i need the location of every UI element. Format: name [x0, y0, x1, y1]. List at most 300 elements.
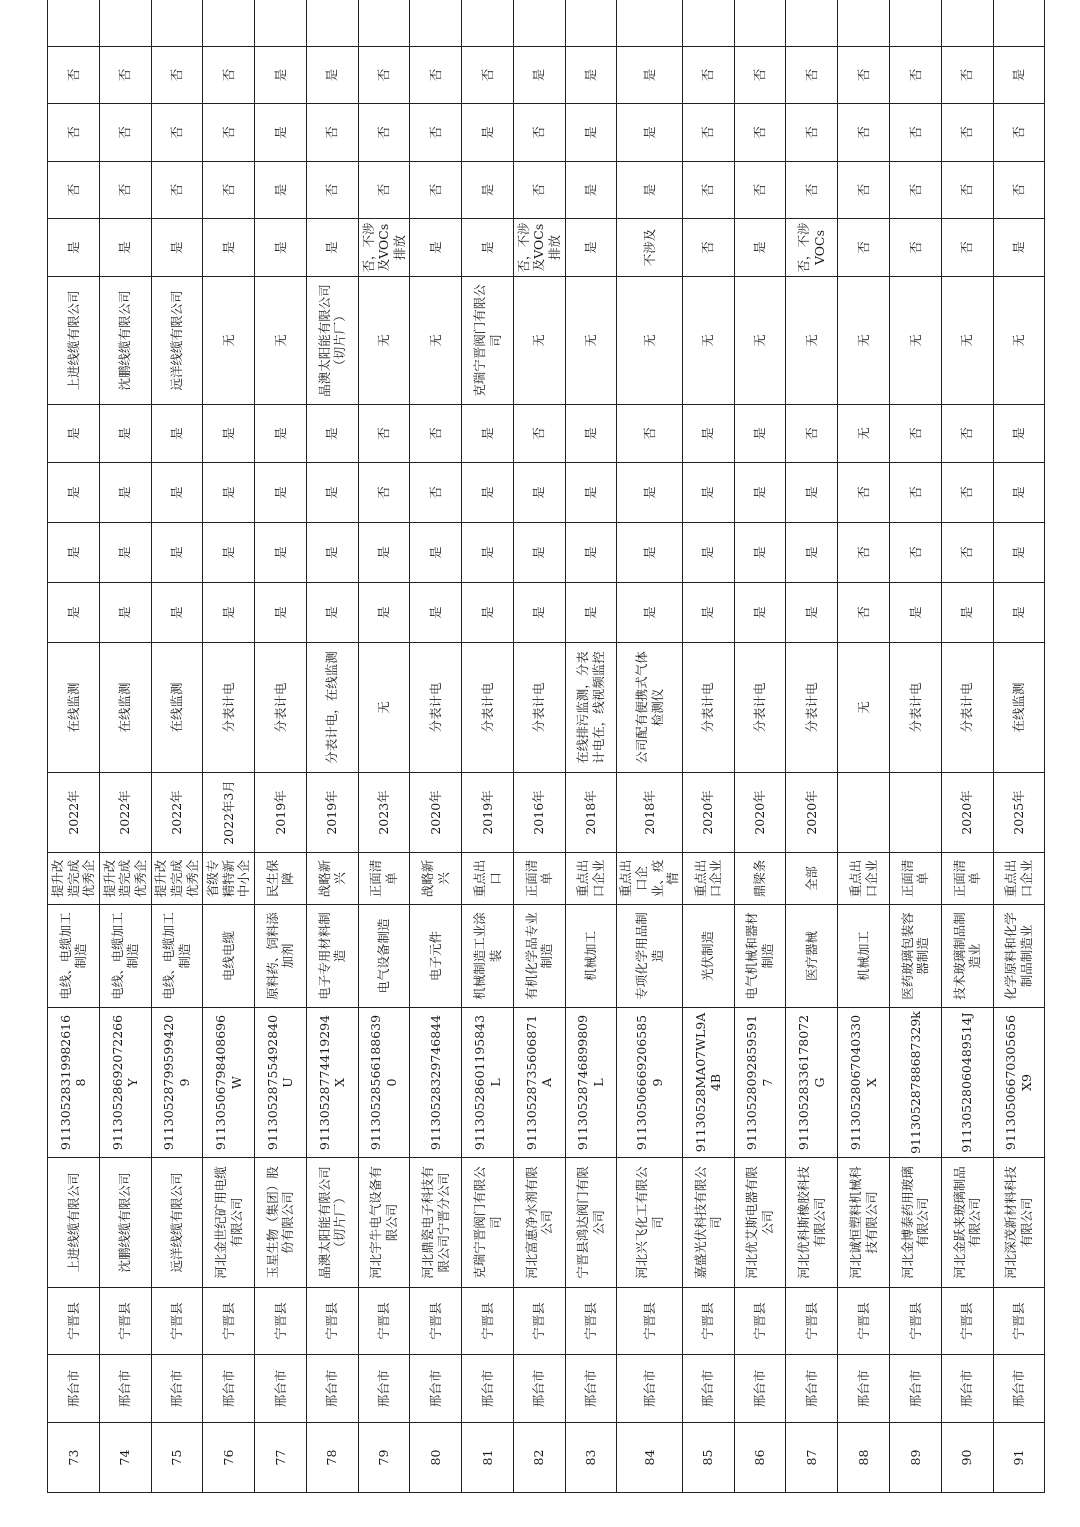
row-number: 86 — [734, 1423, 786, 1493]
flag-cell-3: 是 — [255, 463, 307, 523]
monitoring-method-cell: 分表计电，在线监测 — [306, 643, 358, 773]
table-row — [786, 0, 838, 1493]
flag-cell-8: 否 — [99, 47, 151, 104]
city-cell: 邢台市 — [48, 1355, 100, 1423]
year-cell: 2023年 — [358, 773, 410, 853]
flag-cell-4: 是 — [734, 405, 786, 463]
credit-code-cell: 911305283199826168 — [48, 1008, 100, 1158]
row-number: 78 — [306, 1423, 358, 1493]
year-cell: 2019年 — [255, 773, 307, 853]
company-name-cell: 河北富惠净水剂有限公司 — [513, 1158, 565, 1288]
flag-cell-3: 是 — [513, 463, 565, 523]
flag-cell-3: 是 — [48, 463, 100, 523]
note-cell — [565, 0, 617, 47]
row-number: 74 — [99, 1423, 151, 1493]
row-number: 84 — [617, 1423, 683, 1493]
county-cell: 宁晋县 — [617, 1288, 683, 1355]
vocs-cell: 是 — [410, 219, 462, 277]
enterprise-type-cell: 重点出口企业、疫情 — [617, 853, 683, 905]
company-name-cell: 远洋线缆有限公司 — [151, 1158, 203, 1288]
table-row — [462, 0, 514, 1493]
partner-company-cell: 无 — [410, 277, 462, 405]
county-cell: 宁晋县 — [255, 1288, 307, 1355]
flag-cell-8: 是 — [565, 47, 617, 104]
enterprise-type-cell: 正面清单 — [941, 853, 993, 905]
note-cell — [682, 0, 734, 47]
note-cell — [786, 0, 838, 47]
partner-company-cell: 无 — [358, 277, 410, 405]
flag-cell-8: 否 — [203, 47, 255, 104]
monitoring-method-cell: 分表计电 — [462, 643, 514, 773]
flag-cell-2: 是 — [682, 523, 734, 583]
flag-cell-3: 否 — [889, 463, 941, 523]
monitoring-method-cell: 公司配有便携式气体检测仪 — [617, 643, 683, 773]
county-cell: 宁晋县 — [889, 1288, 941, 1355]
industry-cell: 电子专用材料制造 — [306, 905, 358, 1008]
flag-cell-4: 否 — [513, 405, 565, 463]
flag-cell-4: 否 — [786, 405, 838, 463]
year-cell: 2018年 — [565, 773, 617, 853]
flag-cell-2: 否 — [838, 523, 890, 583]
partner-company-cell: 克瑞宁晋阀门有限公司 — [462, 277, 514, 405]
flag-cell-3: 否 — [838, 463, 890, 523]
flag-cell-6: 是 — [565, 162, 617, 219]
flag-cell-6: 否 — [513, 162, 565, 219]
flag-cell-7: 否 — [306, 104, 358, 162]
company-name-cell: 河北深茂新材料科技有限公司 — [993, 1158, 1045, 1288]
industry-cell: 电子元件 — [410, 905, 462, 1008]
county-cell: 宁晋县 — [306, 1288, 358, 1355]
flag-cell-6: 否 — [734, 162, 786, 219]
note-cell — [151, 0, 203, 47]
city-cell: 邢台市 — [734, 1355, 786, 1423]
flag-cell-4: 是 — [993, 405, 1045, 463]
table-row — [838, 0, 890, 1493]
monitoring-method-cell: 分表计电 — [513, 643, 565, 773]
enterprise-type-cell: 重点出口企业 — [838, 853, 890, 905]
table-row — [941, 0, 993, 1493]
company-name-cell: 河北鼎瓷电子科技有限公司宁晋分公司 — [410, 1158, 462, 1288]
county-cell: 宁晋县 — [565, 1288, 617, 1355]
flag-cell-6: 是 — [617, 162, 683, 219]
flag-cell-2: 是 — [151, 523, 203, 583]
flag-cell-8: 否 — [734, 47, 786, 104]
flag-cell-7: 否 — [410, 104, 462, 162]
company-name-cell: 河北金博泰药用玻璃有限公司 — [889, 1158, 941, 1288]
flag-cell-4: 是 — [462, 405, 514, 463]
flag-cell-1: 是 — [734, 583, 786, 643]
industry-cell: 机械制造工业涂装 — [462, 905, 514, 1008]
city-cell: 邢台市 — [617, 1355, 683, 1423]
flag-cell-4: 是 — [255, 405, 307, 463]
city-cell: 邢台市 — [358, 1355, 410, 1423]
flag-cell-8: 否 — [786, 47, 838, 104]
county-cell: 宁晋县 — [786, 1288, 838, 1355]
flag-cell-4: 否 — [889, 405, 941, 463]
flag-cell-8: 是 — [255, 47, 307, 104]
flag-cell-6: 否 — [48, 162, 100, 219]
county-cell: 宁晋县 — [358, 1288, 410, 1355]
flag-cell-6: 否 — [682, 162, 734, 219]
industry-cell: 机械加工 — [565, 905, 617, 1008]
city-cell: 邢台市 — [255, 1355, 307, 1423]
flag-cell-1: 是 — [255, 583, 307, 643]
city-cell: 邢台市 — [889, 1355, 941, 1423]
flag-cell-8: 否 — [838, 47, 890, 104]
company-name-cell: 晶澳太阳能有限公司（切片厂） — [306, 1158, 358, 1288]
flag-cell-3: 是 — [786, 463, 838, 523]
flag-cell-4: 是 — [151, 405, 203, 463]
flag-cell-1: 是 — [682, 583, 734, 643]
monitoring-method-cell: 在线监测 — [151, 643, 203, 773]
industry-cell: 电线、电缆加工制造 — [99, 905, 151, 1008]
row-number: 80 — [410, 1423, 462, 1493]
company-name-cell: 河北优艾斯电器有限公司 — [734, 1158, 786, 1288]
flag-cell-7: 否 — [99, 104, 151, 162]
year-cell: 2020年 — [734, 773, 786, 853]
monitoring-method-cell: 分表计电 — [410, 643, 462, 773]
table-row — [203, 0, 255, 1493]
enterprise-type-cell: 重点出口企业 — [565, 853, 617, 905]
flag-cell-7: 是 — [255, 104, 307, 162]
credit-code-cell: 91130528329746844 — [410, 1008, 462, 1158]
industry-cell: 专项化学用品制造 — [617, 905, 683, 1008]
flag-cell-1: 是 — [565, 583, 617, 643]
flag-cell-2: 是 — [410, 523, 462, 583]
table-row — [734, 0, 786, 1493]
flag-cell-4: 无 — [838, 405, 890, 463]
flag-cell-8: 否 — [462, 47, 514, 104]
enterprise-type-cell: 提升改造完成优秀企 — [48, 853, 100, 905]
flag-cell-4: 否 — [941, 405, 993, 463]
credit-code-cell: 91130506798408696W — [203, 1008, 255, 1158]
partner-company-cell: 无 — [565, 277, 617, 405]
partner-company-cell: 上进线缆有限公司 — [48, 277, 100, 405]
flag-cell-2: 是 — [462, 523, 514, 583]
flag-cell-7: 否 — [151, 104, 203, 162]
enterprise-type-cell: 战略新兴 — [410, 853, 462, 905]
partner-company-cell: 无 — [941, 277, 993, 405]
company-name-cell: 河北优科斯橡胶科技有限公司 — [786, 1158, 838, 1288]
table-row — [513, 0, 565, 1493]
industry-cell: 电线、电缆加工制造 — [151, 905, 203, 1008]
vocs-cell: 否 — [889, 219, 941, 277]
row-number: 82 — [513, 1423, 565, 1493]
note-cell — [99, 0, 151, 47]
note-cell — [889, 0, 941, 47]
flag-cell-6: 否 — [941, 162, 993, 219]
flag-cell-8: 否 — [682, 47, 734, 104]
county-cell: 宁晋县 — [48, 1288, 100, 1355]
flag-cell-8: 否 — [941, 47, 993, 104]
flag-cell-1: 是 — [786, 583, 838, 643]
flag-cell-1: 是 — [889, 583, 941, 643]
note-cell — [941, 0, 993, 47]
monitoring-method-cell: 分表计电 — [682, 643, 734, 773]
city-cell: 邢台市 — [462, 1355, 514, 1423]
flag-cell-3: 是 — [151, 463, 203, 523]
flag-cell-1: 是 — [48, 583, 100, 643]
row-number: 85 — [682, 1423, 734, 1493]
year-cell: 2020年 — [410, 773, 462, 853]
company-name-cell: 玉星生物（集团）股份有限公司 — [255, 1158, 307, 1288]
flag-cell-1: 是 — [941, 583, 993, 643]
industry-cell: 医疗器械 — [786, 905, 838, 1008]
flag-cell-8: 否 — [151, 47, 203, 104]
company-name-cell: 嘉盛光伏科技有限公司 — [682, 1158, 734, 1288]
partner-company-cell: 无 — [682, 277, 734, 405]
flag-cell-3: 否 — [941, 463, 993, 523]
industry-cell: 有机化学品专业制造 — [513, 905, 565, 1008]
partner-company-cell: 晶澳太阳能有限公司（切片厂） — [306, 277, 358, 405]
vocs-cell: 是 — [734, 219, 786, 277]
partner-company-cell: 无 — [889, 277, 941, 405]
row-number: 76 — [203, 1423, 255, 1493]
note-cell — [617, 0, 683, 47]
county-cell: 宁晋县 — [941, 1288, 993, 1355]
company-name-cell: 河北宇牛电气设备有限公司 — [358, 1158, 410, 1288]
flag-cell-2: 是 — [617, 523, 683, 583]
flag-cell-3: 是 — [993, 463, 1045, 523]
city-cell: 邢台市 — [941, 1355, 993, 1423]
flag-cell-3: 是 — [734, 463, 786, 523]
flag-cell-2: 是 — [203, 523, 255, 583]
flag-cell-8: 否 — [410, 47, 462, 104]
note-cell — [734, 0, 786, 47]
flag-cell-4: 是 — [565, 405, 617, 463]
partner-company-cell: 远洋线缆有限公司 — [151, 277, 203, 405]
credit-code-cell: 91130528774419294X — [306, 1008, 358, 1158]
county-cell: 宁晋县 — [462, 1288, 514, 1355]
enterprise-type-cell: 省级专精特新中小企 — [203, 853, 255, 905]
note-cell — [838, 0, 890, 47]
vocs-cell: 否 — [682, 219, 734, 277]
flag-cell-8: 否 — [48, 47, 100, 104]
flag-cell-3: 是 — [682, 463, 734, 523]
year-cell: 2019年 — [306, 773, 358, 853]
flag-cell-4: 否 — [617, 405, 683, 463]
flag-cell-8: 否 — [889, 47, 941, 104]
vocs-cell: 否 — [941, 219, 993, 277]
enterprise-type-cell: 重点出口 — [462, 853, 514, 905]
table-row — [358, 0, 410, 1493]
partner-company-cell: 无 — [993, 277, 1045, 405]
partner-company-cell: 无 — [255, 277, 307, 405]
flag-cell-2: 是 — [358, 523, 410, 583]
flag-cell-1: 否 — [838, 583, 890, 643]
flag-cell-1: 是 — [410, 583, 462, 643]
flag-cell-4: 是 — [306, 405, 358, 463]
enterprise-type-cell: 重点出口企业 — [993, 853, 1045, 905]
year-cell: 2018年 — [617, 773, 683, 853]
flag-cell-7: 否 — [993, 104, 1045, 162]
year-cell: 2022年 — [48, 773, 100, 853]
credit-code-cell: 91130506670305656X9 — [993, 1008, 1045, 1158]
vocs-cell: 是 — [993, 219, 1045, 277]
county-cell: 宁晋县 — [993, 1288, 1045, 1355]
year-cell: 2022年 — [151, 773, 203, 853]
city-cell: 邢台市 — [565, 1355, 617, 1423]
flag-cell-7: 否 — [682, 104, 734, 162]
credit-code-cell: 91130528MA07WL9A4B — [682, 1008, 734, 1158]
monitoring-method-cell: 在线监测 — [993, 643, 1045, 773]
monitoring-method-cell: 无 — [358, 643, 410, 773]
note-cell — [513, 0, 565, 47]
flag-cell-2: 是 — [99, 523, 151, 583]
industry-cell: 电线电缆 — [203, 905, 255, 1008]
industry-cell: 电线、电缆加工制造 — [48, 905, 100, 1008]
flag-cell-6: 是 — [255, 162, 307, 219]
monitoring-method-cell: 在线排污监测，分表计电在，线视频监控 — [565, 643, 617, 773]
monitoring-method-cell: 分表计电 — [203, 643, 255, 773]
flag-cell-6: 否 — [99, 162, 151, 219]
flag-cell-1: 是 — [617, 583, 683, 643]
credit-code-cell: 91130528788687329k — [889, 1008, 941, 1158]
partner-company-cell: 无 — [734, 277, 786, 405]
flag-cell-4: 否 — [358, 405, 410, 463]
table-row — [889, 0, 941, 1493]
enterprise-type-cell: 重点出口企业 — [682, 853, 734, 905]
flag-cell-3: 是 — [565, 463, 617, 523]
vocs-cell: 是 — [306, 219, 358, 277]
row-number: 77 — [255, 1423, 307, 1493]
company-name-cell: 上进线缆有限公司 — [48, 1158, 100, 1288]
industry-cell: 原料药、饲料添加剂 — [255, 905, 307, 1008]
flag-cell-4: 是 — [203, 405, 255, 463]
partner-company-cell: 无 — [617, 277, 683, 405]
flag-cell-8: 是 — [617, 47, 683, 104]
monitoring-method-cell: 分表计电 — [889, 643, 941, 773]
partner-company-cell: 无 — [786, 277, 838, 405]
monitoring-method-cell: 无 — [838, 643, 890, 773]
city-cell: 邢台市 — [306, 1355, 358, 1423]
flag-cell-6: 否 — [786, 162, 838, 219]
flag-cell-3: 是 — [462, 463, 514, 523]
industry-cell: 电气机械和器材制造 — [734, 905, 786, 1008]
table-row — [255, 0, 307, 1493]
flag-cell-1: 是 — [993, 583, 1045, 643]
credit-code-cell: 91130528060489514J — [941, 1008, 993, 1158]
flag-cell-7: 否 — [48, 104, 100, 162]
flag-cell-8: 是 — [306, 47, 358, 104]
flag-cell-2: 是 — [513, 523, 565, 583]
flag-cell-7: 否 — [513, 104, 565, 162]
year-cell: 2016年 — [513, 773, 565, 853]
flag-cell-2: 否 — [941, 523, 993, 583]
enterprise-type-cell: 提升改造完成优秀企 — [99, 853, 151, 905]
flag-cell-7: 否 — [838, 104, 890, 162]
enterprise-type-cell: 正面清单 — [889, 853, 941, 905]
credit-code-cell: 91130528336178072G — [786, 1008, 838, 1158]
enterprise-type-cell: 全部 — [786, 853, 838, 905]
vocs-cell: 否，不涉及VOCs排放 — [513, 219, 565, 277]
flag-cell-1: 是 — [513, 583, 565, 643]
flag-cell-1: 是 — [203, 583, 255, 643]
flag-cell-7: 否 — [786, 104, 838, 162]
year-cell: 2019年 — [462, 773, 514, 853]
enterprise-type-cell: 正面清单 — [358, 853, 410, 905]
flag-cell-2: 是 — [48, 523, 100, 583]
year-cell: 2020年 — [786, 773, 838, 853]
flag-cell-4: 是 — [48, 405, 100, 463]
credit-code-cell: 91130528692072266Y — [99, 1008, 151, 1158]
year-cell: 2025年 — [993, 773, 1045, 853]
monitoring-method-cell: 分表计电 — [734, 643, 786, 773]
flag-cell-4: 是 — [99, 405, 151, 463]
flag-cell-6: 否 — [993, 162, 1045, 219]
flag-cell-7: 是 — [617, 104, 683, 162]
note-cell — [255, 0, 307, 47]
company-name-cell: 河北诚恒塑料机械科技有限公司 — [838, 1158, 890, 1288]
flag-cell-7: 是 — [565, 104, 617, 162]
county-cell: 宁晋县 — [99, 1288, 151, 1355]
flag-cell-7: 否 — [734, 104, 786, 162]
vocs-cell: 是 — [99, 219, 151, 277]
row-number: 79 — [358, 1423, 410, 1493]
row-number: 83 — [565, 1423, 617, 1493]
flag-cell-4: 否 — [410, 405, 462, 463]
note-cell — [410, 0, 462, 47]
flag-cell-3: 是 — [99, 463, 151, 523]
table-row — [48, 0, 100, 1493]
table-row — [410, 0, 462, 1493]
vocs-cell: 是 — [48, 219, 100, 277]
county-cell: 宁晋县 — [513, 1288, 565, 1355]
monitoring-method-cell: 分表计电 — [941, 643, 993, 773]
credit-code-cell: 911305287995994209 — [151, 1008, 203, 1158]
year-cell — [838, 773, 890, 853]
flag-cell-3: 否 — [358, 463, 410, 523]
flag-cell-6: 否 — [889, 162, 941, 219]
county-cell: 宁晋县 — [203, 1288, 255, 1355]
flag-cell-8: 是 — [993, 47, 1045, 104]
flag-cell-6: 否 — [838, 162, 890, 219]
row-number: 90 — [941, 1423, 993, 1493]
table-row — [151, 0, 203, 1493]
credit-code-cell: 91130528601195843L — [462, 1008, 514, 1158]
monitoring-method-cell: 在线监测 — [48, 643, 100, 773]
vocs-cell: 否 — [838, 219, 890, 277]
flag-cell-7: 否 — [941, 104, 993, 162]
city-cell: 邢台市 — [410, 1355, 462, 1423]
flag-cell-2: 是 — [306, 523, 358, 583]
table-row — [682, 0, 734, 1493]
company-name-cell: 河北兴飞化工有限公司 — [617, 1158, 683, 1288]
flag-cell-1: 是 — [358, 583, 410, 643]
enterprise-type-cell: 民生保障 — [255, 853, 307, 905]
year-cell: 2020年 — [941, 773, 993, 853]
flag-cell-1: 是 — [99, 583, 151, 643]
rotated-table-wrapper — [47, 33, 1034, 1493]
note-cell — [358, 0, 410, 47]
year-cell: 2020年 — [682, 773, 734, 853]
row-number: 81 — [462, 1423, 514, 1493]
industry-cell: 技术玻璃制品制造业 — [941, 905, 993, 1008]
flag-cell-6: 否 — [151, 162, 203, 219]
partner-company-cell: 无 — [513, 277, 565, 405]
table-row — [306, 0, 358, 1493]
county-cell: 宁晋县 — [682, 1288, 734, 1355]
note-cell — [48, 0, 100, 47]
vocs-cell: 是 — [565, 219, 617, 277]
enterprise-type-cell: 战略新兴 — [306, 853, 358, 905]
enterprise-type-cell: 提升改造完成优秀企 — [151, 853, 203, 905]
note-cell — [462, 0, 514, 47]
partner-company-cell: 无 — [203, 277, 255, 405]
credit-code-cell: 911305285661886390 — [358, 1008, 410, 1158]
city-cell: 邢台市 — [786, 1355, 838, 1423]
flag-cell-2: 是 — [734, 523, 786, 583]
